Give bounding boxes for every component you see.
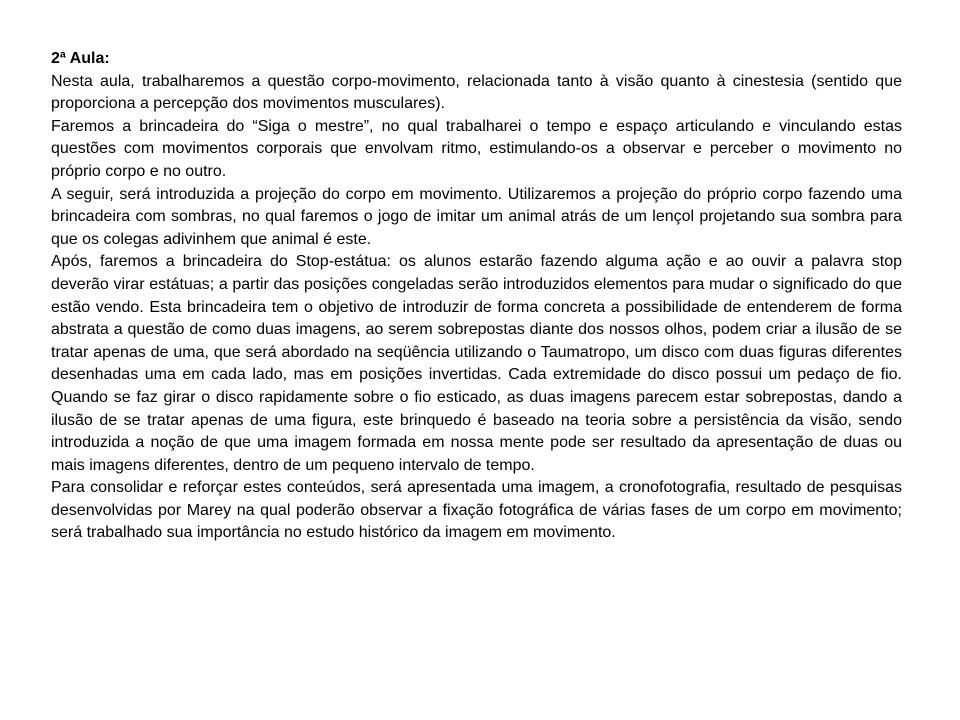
document-page — [51, 48, 902, 545]
paragraph-stop-estatua: Após, faremos a brincadeira do Stop-estátua: os alunos estarão fazendo alguma ação e ao ouvir a palavra stop deverão virar estátuas; a partir das posições congeladas serão introduzidos elementos para mudar o significado do que estão vendo. Esta brincadeira tem o objetivo de introduzir de forma concreta a possibilidade de entenderem de forma abstrata a questão de como duas imagens, ao serem sobrepostas diante dos nossos olhos, podem criar a ilusão de se tratar apenas de uma, que será abordado na seqüência utilizando o Taumatropo, um disco com duas figuras diferentes desenhadas uma em cada lado, mas em posições invertidas. Cada extremidade do disco possui um pedaço de fio. Quando se faz girar o disco rapidamente sobre o fio esticado, as duas imagens parecem estar sobrepostas, dando a ilusão de se tratar apenas de uma figura, este brinquedo é baseado na teoria sobre a persistência da visão, sendo introduzida a noção de que uma imagem formada em nossa mente pode ser resultado da apresentação de duas ou mais imagens diferentes, dentro de um pequeno intervalo de tempo. — [51, 253, 902, 474]
paragraph-siga-o-mestre: Faremos a brincadeira do “Siga o mestre”, no qual trabalharei o tempo e espaço articulando e vinculando estas questões com movimentos corporais que envolvam ritmo, estimulando-os a observar e perceber o movimento no próprio corpo e no outro. — [51, 117, 902, 180]
paragraph-cronofotografia: Para consolidar e reforçar estes conteúdos, será apresentada uma imagem, a cronofotografia, resultado de pesquisas desenvolvidas por Marey na qual poderão observar a fixação fotográfica de várias fases de um corpo em movimento; será trabalhado sua importância no estudo histórico da imagem em movimento. — [51, 479, 902, 542]
paragraph-sombras: A seguir, será introduzida a projeção do corpo em movimento. Utilizaremos a projeção do próprio corpo fazendo uma brincadeira com sombras, no qual faremos o jogo de imitar um animal atrás de um lençol projetando sua sombra para que os colegas adivinhem que animal é este. — [51, 185, 902, 248]
lesson-title: 2ª Aula: — [51, 50, 110, 67]
paragraph-intro: Nesta aula, trabalharemos a questão corpo-movimento, relacionada tanto à visão quanto à cinestesia (sentido que proporciona a percepção dos movimentos musculares). — [51, 72, 902, 113]
